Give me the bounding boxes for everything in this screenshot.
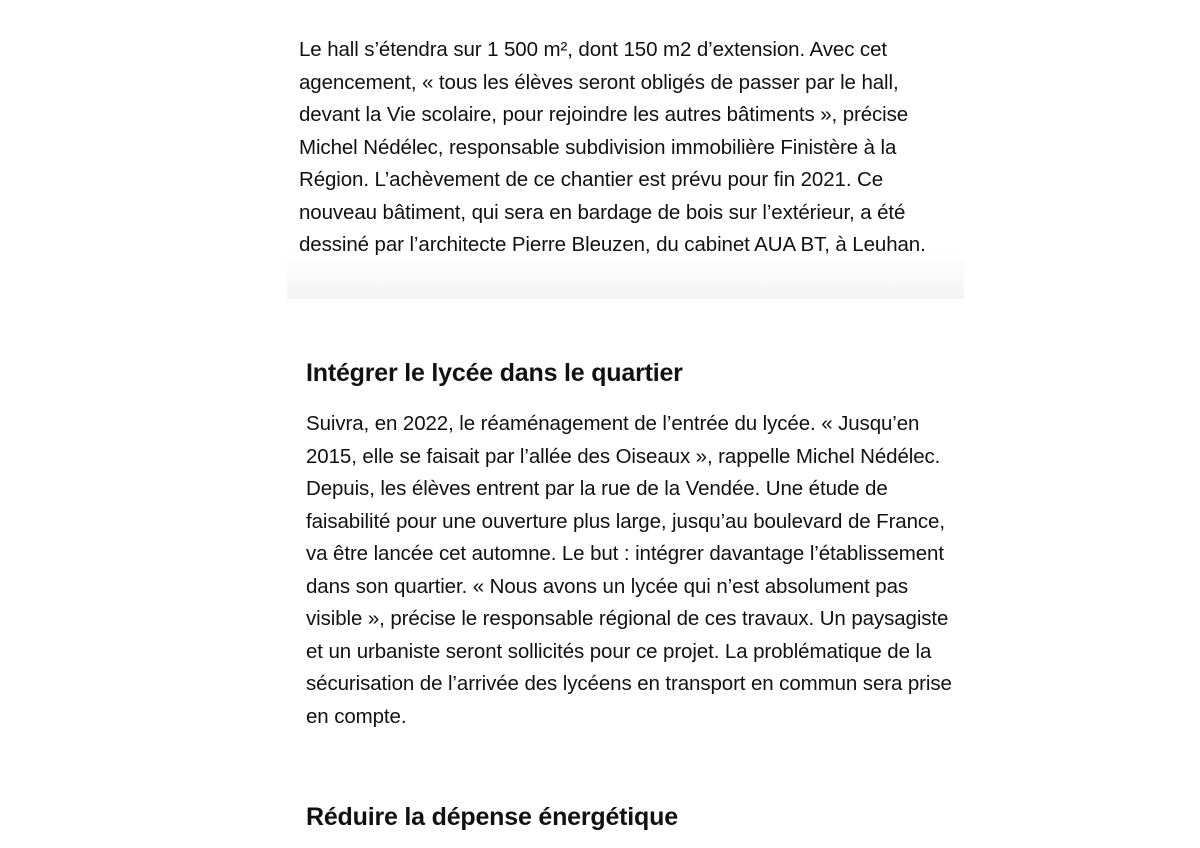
- section-heading: Réduire la dépense énergétique: [306, 803, 678, 831]
- section-heading: Intégrer le lycée dans le quartier: [306, 359, 683, 387]
- article-paragraph: Suivra, en 2022, le réaménagement de l’entrée du lycée. « Jusqu’en 2015, elle se faisait par l’allée des Oiseaux », rappelle Michel Nédélec. Depuis, les élèves entrent par la rue de la Vendée. Une étude de faisabilité pour une ouverture plus large, jusqu’au boulevard de France, va être lancée cet automne. Le but : intégrer davantage l’établissement dans son quartier. « Nous avons un lycée qui n’est absolument pas visible », précise le responsable régional de ces travaux. Un paysagiste et un urbaniste seront sollicités pour ce projet. La problématique de la sécurisation de l’arrivée des lycéens en transport en commun sera prise en compte.: [306, 412, 952, 728]
- article-paragraph: Le hall s’étendra sur 1 500 m², dont 150 m2 d’extension. Avec cet agencement, « tous les élèves seront obligés de passer par le hall, devant la Vie scolaire, pour rejoindre les autres bâtiments », précise Michel Nédélec, responsable subdivision immobilière Finistère à la Région. L’achèvement de ce chantier est prévu pour fin 2021. Ce nouveau bâtiment, qui sera en bardage de bois sur l’extérieur, a été dessiné par l’architecte Pierre Bleuzen, du cabinet AUA BT, à Leuhan.: [299, 38, 926, 256]
- article-paragraph-block: [287, 34, 964, 299]
- article-paragraph-block: [306, 408, 966, 733]
